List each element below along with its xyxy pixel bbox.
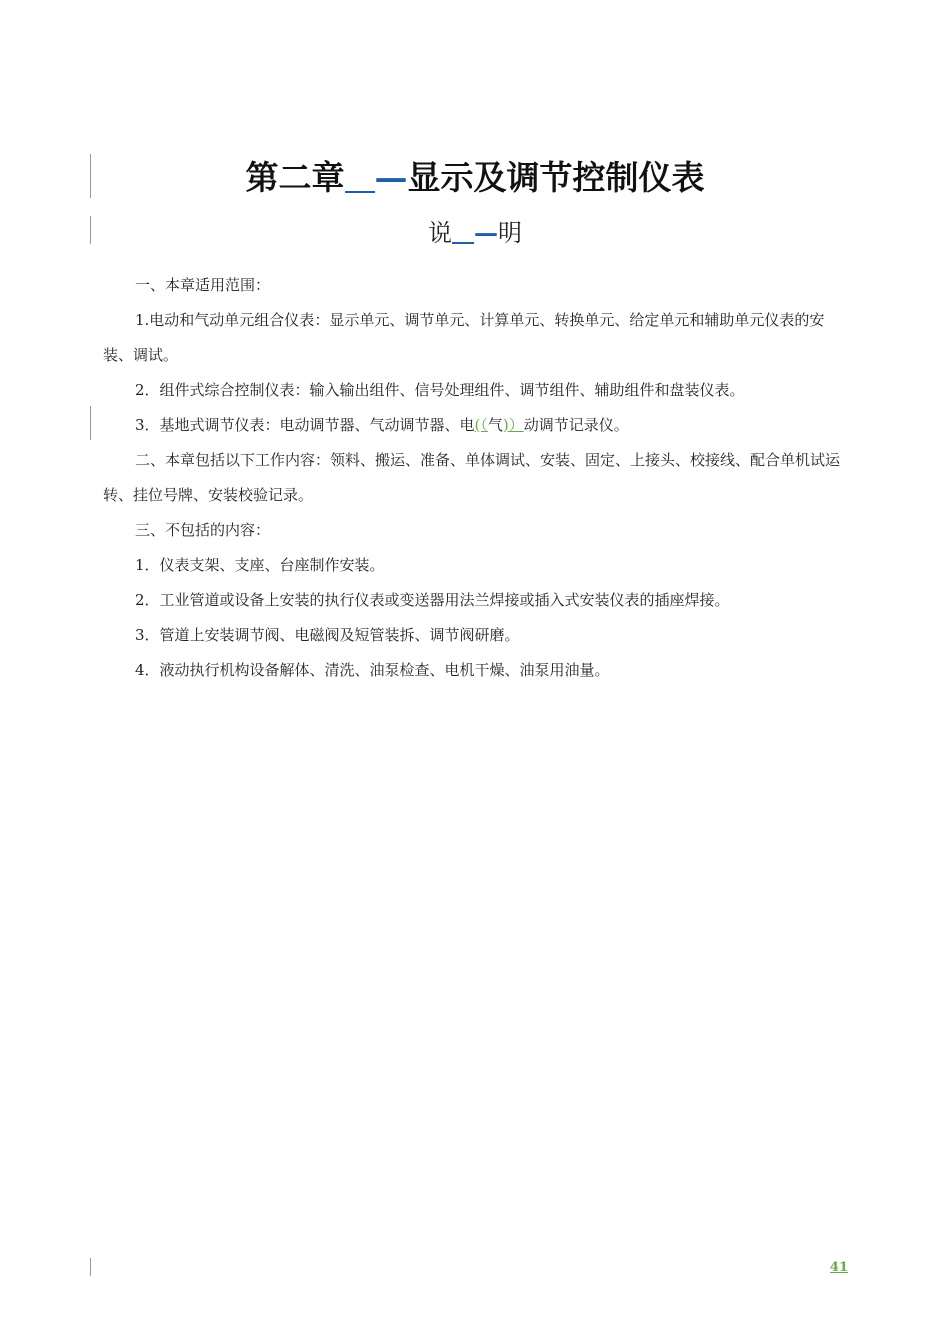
paragraph-item: 3．管道上安装调节阀、电磁阀及短管装拆、调节阀研磨。 <box>135 626 520 644</box>
inserted-space-mark <box>452 238 474 244</box>
revision-insert-open: (（ <box>474 416 488 434</box>
change-bar <box>90 1258 91 1276</box>
paragraph-scope-heading: 一、本章适用范围： <box>135 276 271 294</box>
subtitle-dash: — <box>474 218 498 247</box>
paragraph-item: 2．工业管道或设备上安装的执行仪表或变送器用法兰焊接或插入式安装仪表的插座焊接。 <box>135 591 730 609</box>
subtitle-right: 明 <box>498 219 522 247</box>
change-bar <box>90 406 91 440</box>
chapter-title-prefix: 第二章 <box>245 158 345 197</box>
paragraph-text: 3．基地式调节仪表：电动调节器、气动调节器、电 <box>135 416 475 434</box>
inserted-space-mark <box>345 187 375 193</box>
revision-insert-close: )） <box>502 416 524 434</box>
paragraph-item-revised <box>103 408 851 443</box>
paragraph-text: 动调节记录仪。 <box>523 416 629 434</box>
section-subtitle <box>0 216 950 250</box>
subtitle-left: 说 <box>428 219 452 247</box>
chapter-title-dash: — <box>374 158 408 197</box>
paragraph-item: 4．液动执行机构设备解体、清洗、油泵检查、电机干燥、油泵用油量。 <box>135 661 610 679</box>
page-number: 41 <box>829 1260 848 1275</box>
paragraph-exclusions-heading: 三、不包括的内容： <box>135 521 271 539</box>
chapter-title-main: 显示及调节控制仪表 <box>407 158 705 197</box>
paragraph-item: 2．组件式综合控制仪表：输入输出组件、信号处理组件、调节组件、辅助组件和盘装仪表。 <box>135 381 745 399</box>
paragraph-work-content: 二、本章包括以下工作内容：领料、搬运、准备、单体调试、安装、固定、上接头、校接线、配合单机试运转、挂位号牌、安装校验记录。 <box>103 451 841 504</box>
paragraph-text: 气 <box>487 416 503 434</box>
paragraph-item: 1．仪表支架、支座、台座制作安装。 <box>135 556 385 574</box>
chapter-title <box>0 156 950 200</box>
paragraph-item: 1.电动和气动单元组合仪表：显示单元、调节单元、计算单元、转换单元、给定单元和辅助单元仪表的安装、调试。 <box>103 311 825 364</box>
